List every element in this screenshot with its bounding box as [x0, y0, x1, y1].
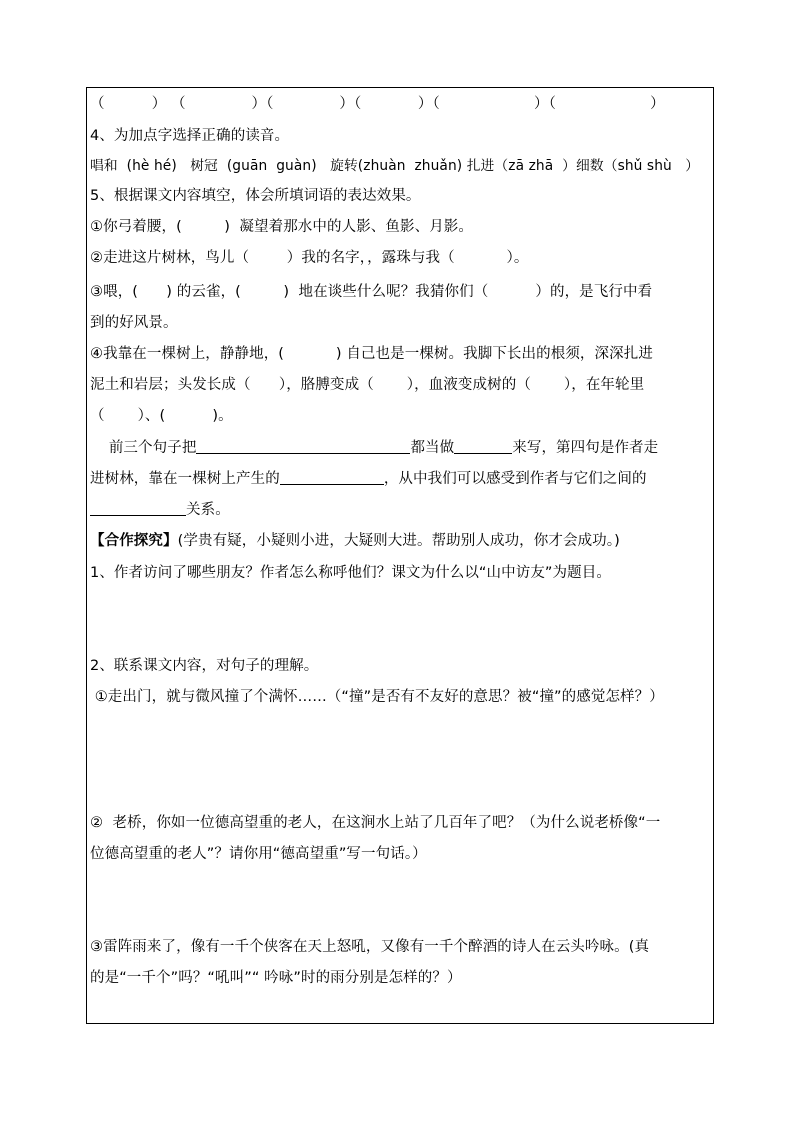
q5-sentence-4c: （ ）、( )。	[90, 408, 233, 424]
q5-sentence-3b: 到的好风景。	[90, 315, 178, 331]
summary-text-b2: ，从中我们可以感受到作者与它们之间的	[383, 471, 647, 487]
q4-title: 4、为加点字选择正确的读音。	[90, 128, 290, 144]
coop-question-2-1: ①走出门，就与微风撞了个满怀……（“撞”是否有不友好的意思？被“撞”的感觉怎样？）	[90, 689, 664, 705]
answer-blank[interactable]	[196, 439, 410, 454]
q4-words: 唱和 (hè hé) 树冠 (guān guàn) 旋转(zhuàn zhuǎn) 扎进（zā zhā ）细数（shǔ shù ）	[90, 158, 700, 174]
summary-line-2	[90, 469, 647, 489]
q5-sentence-4b: 泥土和岩层；头发长成（ ），胳膊变成（ ），血液变成树的（ ），在年轮里	[90, 377, 645, 393]
coop-question-2: 2、联系课文内容，对句子的理解。	[90, 658, 319, 674]
coop-question-2-3a: ③雷阵雨来了，像有一千个侠客在天上怒吼，又像有一千个醉酒的诗人在云头吟咏。(真	[90, 939, 650, 955]
coop-question-2-2a: ② 老桥，你如一位德高望重的老人，在这涧水上站了几百年了吧？（为什么说老桥像“一	[90, 815, 661, 831]
coop-question-2-3b: 的是“一千个”吗？“吼叫”“ 吟咏”时的雨分别是怎样的？）	[90, 970, 462, 986]
coop-line	[90, 531, 620, 551]
answer-blank[interactable]	[280, 470, 384, 485]
coop-title: 【合作探究】	[90, 533, 178, 549]
answer-blank[interactable]	[90, 501, 186, 516]
q5-title: 5、根据课文内容填空，体会所填词语的表达效果。	[90, 188, 421, 204]
summary-text-b1: 进树林，靠在一棵树上产生的	[90, 471, 280, 487]
summary-text-a1: 前三个句子把	[90, 440, 197, 456]
coop-question-1: 1、作者访问了哪些朋友？作者怎么称呼他们？课文为什么以“山中访友”为题目。	[90, 565, 611, 581]
summary-text-a3: 来写，第四句是作者走	[512, 440, 659, 456]
summary-line-3	[90, 500, 230, 520]
q5-sentence-3a: ③喂，( ) 的云雀，( ) 地在谈些什么呢？我猜你们（ ）的，是飞行中看	[90, 284, 653, 300]
summary-line-1	[90, 438, 658, 458]
summary-text-c: 关系。	[186, 502, 230, 518]
q5-sentence-2: ②走进这片树林，鸟儿（ ）我的名字，，露珠与我（ ）。	[90, 250, 529, 266]
coop-question-2-2b: 位德高望重的老人”？请你用“德高望重”写一句话。）	[90, 846, 427, 862]
blanks-row: （ ） （ ）（ ）（ ）（ ）（ ）	[90, 96, 665, 112]
q5-sentence-1: ①你弓着腰，( ) 凝望着那水中的人影、鱼影、月影。	[90, 219, 474, 235]
q5-sentence-4a: ④我靠在一棵树上，静静地，( ) 自己也是一棵树。我脚下长出的根须，深深扎进	[90, 346, 653, 362]
coop-note: (学贵有疑，小疑则小进，大疑则大进。帮助别人成功，你才会成功。)	[177, 533, 620, 549]
summary-text-a2: 都当做	[410, 440, 455, 456]
answer-blank[interactable]	[454, 439, 512, 454]
